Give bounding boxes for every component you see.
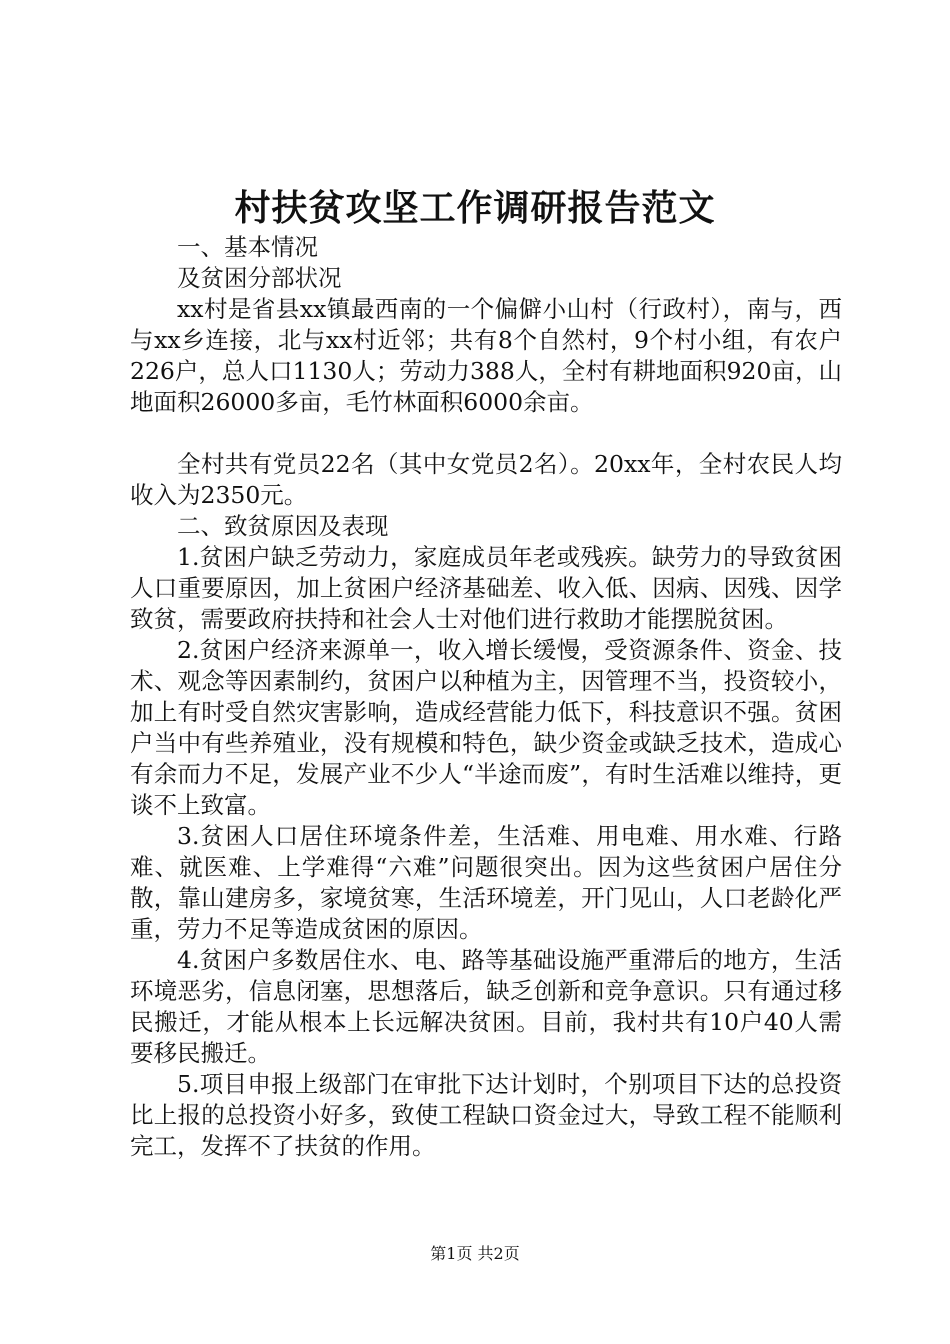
document-body — [130, 232, 842, 1162]
document-title: 村扶贫攻坚工作调研报告范文 — [234, 187, 716, 229]
paragraph: 4.贫困户多数居住水、电、路等基础设施严重滞后的地方，生活环境恶劣，信息闭塞，思想落后，缺乏创新和竞争意识。只有通过移民搬迁，才能从根本上长远解决贫困。目前，我村共有10户40人需要移民搬迁。 — [130, 946, 842, 1067]
paragraph: 5.项目申报上级部门在审批下达计划时，个别项目下达的总投资比上报的总投资小好多，致使工程缺口资金过大，导致工程不能顺利完工，发挥不了扶贫的作用。 — [130, 1070, 842, 1160]
paragraph: xx村是省县xx镇最西南的一个偏僻小山村（行政村），南与，西与xx乡连接，北与xx村近邻；共有8个自然村，9个村小组，有农户226户，总人口1130人；劳动力388人，全村有耕地面积920亩，山地面积26000多亩，毛竹林面积6000余亩。 — [130, 295, 842, 416]
section-heading: 二、致贫原因及表现 — [177, 512, 389, 540]
paragraph: 2.贫困户经济来源单一，收入增长缓慢，受资源条件、资金、技术、观念等因素制约，贫困户以种植为主，因管理不当，投资较小，加上有时受自然灾害影响，造成经营能力低下，科技意识不强。贫困户当中有些养殖业，没有规模和特色，缺少资金或缺乏技术，造成心有余而力不足，发展产业不少人“半途而废”，有时生活难以维持，更谈不上致富。 — [130, 636, 842, 819]
section-heading: 一、基本情况 — [177, 233, 318, 261]
paragraph: 1.贫困户缺乏劳动力，家庭成员年老或残疾。缺劳力的导致贫困人口重要原因，加上贫困户经济基础差、收入低、因病、因残、因学致贫，需要政府扶持和社会人士对他们进行救助才能摆脱贫困。 — [130, 543, 842, 633]
paragraph: 全村共有党员22名（其中女党员2名）。20xx年，全村农民人均收入为2350元。 — [130, 450, 842, 509]
subsection-heading: 及贫困分部状况 — [177, 264, 342, 292]
paragraph: 3.贫困人口居住环境条件差，生活难、用电难、用水难、行路难、就医难、上学难得“六难”问题很突出。因为这些贫困户居住分散，靠山建房多，家境贫寒，生活环境差，开门见山，人口老龄化严重，劳力不足等造成贫困的原因。 — [130, 822, 842, 943]
page-indicator: 第1页 共2页 — [430, 1244, 520, 1263]
